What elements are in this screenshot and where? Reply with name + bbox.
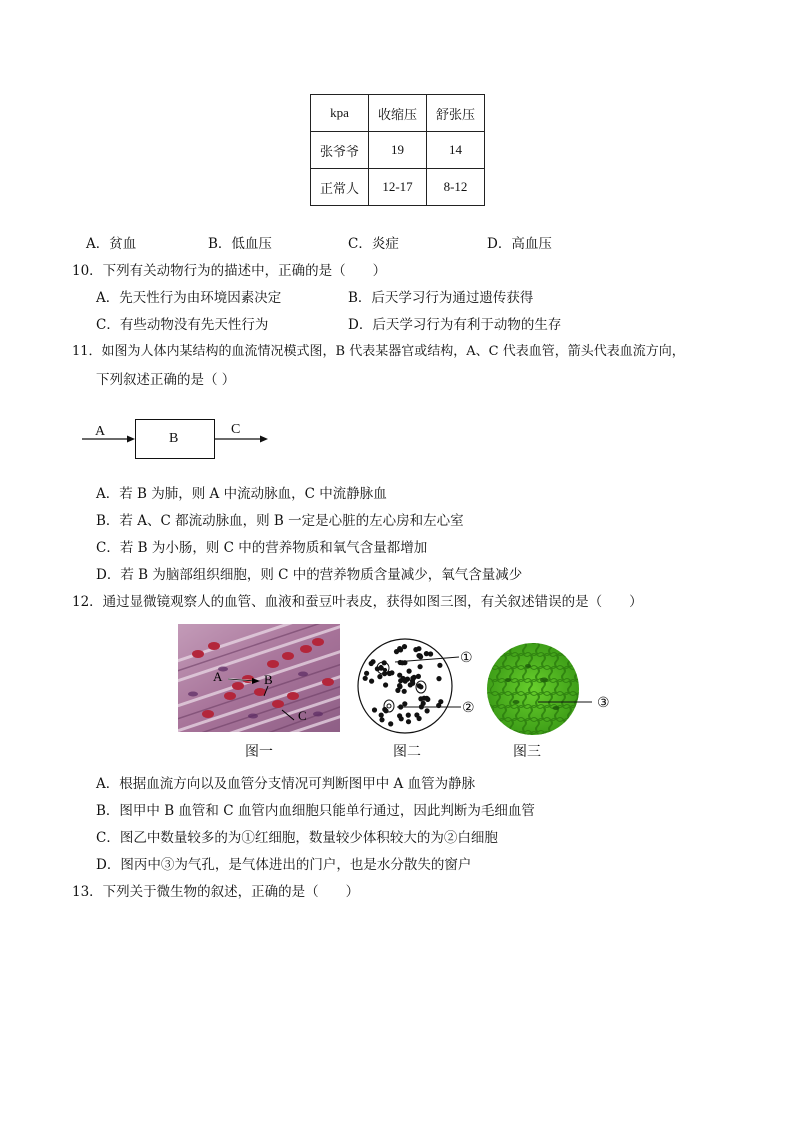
q10-option-c[interactable]: C．有些动物没有先天性行为 [96, 317, 269, 333]
red-blood-cell-dot [388, 721, 393, 726]
q12-option-c[interactable]: C．图乙中数量较多的为①红细胞，数量较少体积较大的为②白细胞 [96, 830, 498, 846]
fig1-label-a: A [213, 669, 223, 684]
q11-option-c[interactable]: C．若 B 为小肠，则 C 中的营养物质和氧气含量都增加 [96, 540, 428, 556]
q10-stem: 10．下列有关动物行为的描述中，正确的是（ ） [72, 263, 387, 279]
red-blood-cell-dot [402, 644, 407, 649]
q9-option-c[interactable]: C．炎症 [348, 236, 399, 252]
red-blood-cell-dot [369, 679, 374, 684]
q12-option-b[interactable]: B．图甲中 B 血管和 C 血管内血细胞只能单行通过，因此判断为毛细血管 [96, 803, 535, 819]
vessel-label-c: C [231, 422, 241, 437]
red-blood-cell-dot [413, 647, 418, 652]
blood-pressure-table [310, 94, 485, 206]
fig3-caption: 图三 [513, 744, 541, 760]
epidermal-cell-outline [576, 667, 591, 682]
epidermal-cell-outline [576, 642, 591, 656]
q10-option-b[interactable]: B．后天学习行为通过遗传获得 [348, 290, 534, 306]
epidermal-cell-outline [491, 732, 506, 737]
arrow-c-head-icon [260, 436, 268, 443]
red-blood-cell-dot [379, 713, 384, 718]
epidermal-cell-outline [582, 680, 597, 695]
red-blood-cell-dot [416, 674, 421, 679]
red-blood-cell-dot [397, 673, 402, 678]
table-row [311, 132, 485, 169]
red-blood-cell-dot [428, 651, 433, 656]
red-blood-cell-dot [418, 654, 423, 659]
red-blood-cell-dot [397, 646, 402, 651]
table-cell: 8-12 [427, 169, 485, 206]
table-cell: 12-17 [369, 169, 427, 206]
table-cell: kpa [311, 95, 369, 132]
q11-option-b[interactable]: B．若 A、C 都流动脉血，则 B 一定是心脏的左心房和左心室 [96, 513, 464, 529]
epidermal-cell-outline [563, 719, 578, 734]
q12-option-a[interactable]: A．根据血流方向以及血管分支情况可判断图甲中 A 血管为静脉 [96, 776, 476, 792]
red-blood-cell-dot [379, 717, 384, 722]
table-cell: 张爷爷 [311, 132, 369, 169]
q12-option-d[interactable]: D．图丙中③为气孔，是气体进出的门户，也是水分散失的窗户 [96, 857, 472, 873]
red-blood-cell-dot [407, 669, 412, 674]
q9-option-b[interactable]: B．低血压 [208, 236, 272, 252]
leaf-epidermis-micrograph [486, 642, 616, 736]
red-blood-cell-dot [436, 676, 441, 681]
epidermal-cell-outline [582, 732, 597, 737]
epidermal-cell-outline [498, 642, 513, 656]
red-blood-cell-dot [410, 681, 415, 686]
table-cell: 舒张压 [427, 95, 485, 132]
epidermal-cell-outline [576, 693, 591, 708]
q12-stem: 12．通过显微镜观察人的血管、血液和蚕豆叶表皮，获得如图三图，有关叙述错误的是（ ） [72, 594, 643, 610]
red-blood-cell-dot [422, 696, 427, 701]
table-row [311, 169, 485, 206]
q11-option-d[interactable]: D．若 B 为脑部组织细胞，则 C 中的营养物质含量减少，氧气含量减少 [96, 567, 523, 583]
red-blood-cell-dot [425, 708, 430, 713]
organ-label-b: B [169, 431, 179, 446]
fig1-caption: 图一 [245, 744, 273, 760]
epidermal-cell-outline [563, 642, 578, 656]
red-blood-cell-dot [399, 716, 404, 721]
q10-option-d[interactable]: D．后天学习行为有利于动物的生存 [348, 317, 562, 333]
red-blood-cell-dot [421, 701, 426, 706]
red-blood-cell-dot [418, 664, 423, 669]
vessel-micrograph [178, 624, 340, 732]
epidermal-cell-outline [556, 732, 571, 737]
epidermal-cell-outline [504, 732, 519, 737]
q11-option-a[interactable]: A．若 B 为肺，则 A 中流动脉血，C 中流静脉血 [96, 486, 387, 502]
red-blood-cell-dot [437, 663, 442, 668]
table-header-row [311, 95, 485, 132]
fig1-label-c: C [298, 708, 307, 723]
red-blood-cell-dot [414, 712, 419, 717]
red-blood-cell-dot [402, 689, 407, 694]
table-cell: 14 [427, 132, 485, 169]
fig2-label-1: ① [460, 650, 473, 666]
table-cell: 正常人 [311, 169, 369, 206]
red-blood-cell-dot [364, 671, 369, 676]
red-blood-cell-dot [363, 676, 368, 681]
q11-stem-line1: 11．如图为人体内某结构的血流情况模式图，B 代表某器官或结构，A、C 代表血管，箭头代表血流方向， [72, 344, 685, 359]
epidermal-cell-outline [486, 719, 500, 734]
epidermal-cell-outline [582, 654, 597, 669]
q9-option-a[interactable]: A．贫血 [86, 236, 137, 252]
fig2-caption: 图二 [393, 744, 421, 760]
red-blood-cell-dot [403, 679, 408, 684]
epidermal-cell-outline [576, 719, 591, 734]
q9-option-d[interactable]: D．高血压 [487, 236, 552, 252]
red-blood-cell-dot [372, 707, 377, 712]
fig3-label-3: ③ [597, 695, 610, 711]
red-blood-cell-dot [395, 688, 400, 693]
epidermal-cell-outline [569, 732, 584, 737]
red-blood-cell-dot [370, 659, 375, 664]
q13-stem: 13．下列关于微生物的叙述，正确的是（ ） [72, 884, 360, 900]
fig2-label-2: ② [462, 700, 475, 716]
red-blood-cell-dot [377, 674, 382, 679]
fig1-label-b: B [264, 672, 273, 687]
red-blood-cell-dot [406, 713, 411, 718]
q11-stem-line2: 下列叙述正确的是（ ） [96, 372, 236, 388]
table-cell: 19 [369, 132, 427, 169]
epidermal-cell-outline [569, 654, 584, 669]
q10-option-a[interactable]: A．先天性行为由环境因素决定 [96, 290, 282, 306]
red-blood-cell-dot [383, 682, 388, 687]
red-blood-cell-dot [402, 701, 407, 706]
red-blood-cell-dot [397, 683, 402, 688]
epidermal-cell-outline [543, 732, 558, 737]
table-cell: 收缩压 [369, 95, 427, 132]
arrow-a-head-icon [127, 436, 135, 443]
epidermal-cell-outline [486, 642, 500, 656]
vessel-label-a: A [95, 424, 106, 439]
red-blood-cell-dot [406, 719, 411, 724]
epidermal-cell-outline [582, 706, 597, 721]
